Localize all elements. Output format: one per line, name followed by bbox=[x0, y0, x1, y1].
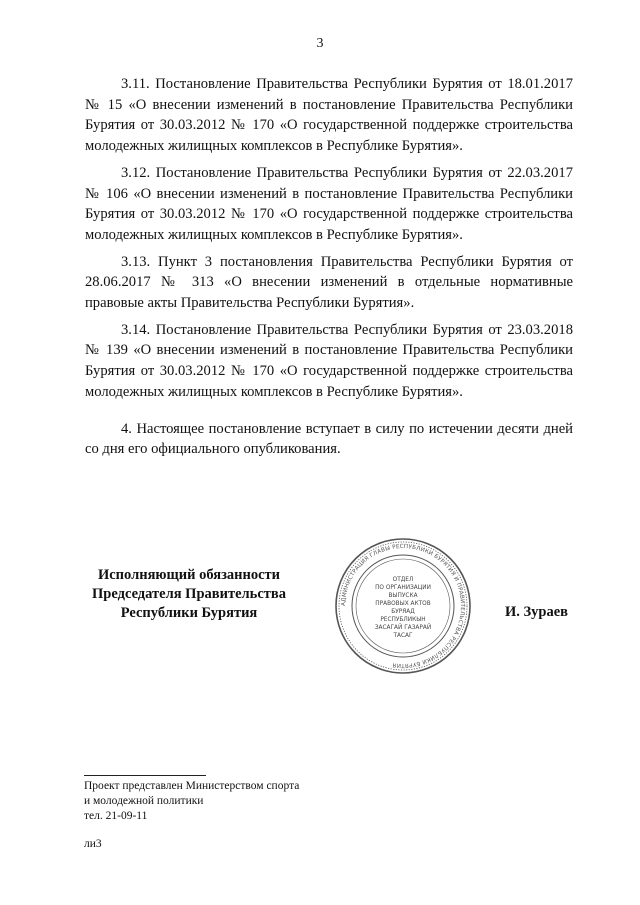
document-code: ли3 bbox=[84, 838, 102, 850]
paragraph-3-14: 3.14. Постановление Правительства Республики Бурятия от 23.03.2018 № 139 «О внесении изменений в постановление Правительства Республики Бурятия от 30.03.2012 № 170 «О государственной поддержке строительства молодежных жилищных комплексов в Республике Бурятия». bbox=[85, 321, 573, 400]
signatory-title-line: Республики Бурятия bbox=[120, 605, 258, 621]
paragraph-4-effective-date: 4. Настоящее постановление вступает в силу по истечении десяти дней со дня его официального опубликования. bbox=[85, 420, 573, 458]
seal-ring-text: АДМИНИСТРАЦИЯ ГЛАВЫ РЕСПУБЛИКИ БУРЯТИЯ И ПРАВИТЕЛЬСТВА РЕСПУБЛИКИ БУРЯТИЯ bbox=[340, 543, 466, 669]
seal-center-line: БУРЯАД bbox=[391, 609, 415, 615]
paragraph-3-12: 3.12. Постановление Правительства Республики Бурятия от 22.03.2017 № 106 «О внесении изменений в постановление Правительства Республики Бурятия от 30.03.2012 № 170 «О государственной поддержке строительства молодежных жилищных комплексов в Республике Бурятия». bbox=[85, 164, 573, 243]
footnote-line: Проект представлен Министерством спорта bbox=[84, 780, 300, 792]
seal-center-line: ОТДЕЛ bbox=[392, 577, 414, 583]
document-body bbox=[85, 74, 573, 466]
signatory-title-line: Исполняющий обязанности bbox=[97, 567, 281, 583]
seal-center-line: ВЫПУСКА bbox=[388, 593, 418, 599]
page-number: 3 bbox=[316, 36, 324, 51]
seal-center-line: ТАСАГ bbox=[393, 633, 413, 639]
paragraph-3-11: 3.11. Постановление Правительства Республики Бурятия от 18.01.2017 № 15 «О внесении изменений в постановление Правительства Республики Бурятия от 30.03.2012 № 170 «О государственной поддержке строительства молодежных жилищных комплексов в Республике Бурятия». bbox=[85, 76, 573, 155]
signer-name: И. Зураев bbox=[505, 604, 569, 620]
signatory-title bbox=[84, 566, 294, 623]
seal-center-line: ЗАСАГАЙ ГАЗАРАЙ bbox=[374, 625, 432, 631]
footnote-phone: тел. 21-09-11 bbox=[84, 810, 148, 822]
seal-center-line: РЕСПУБЛИКЫН bbox=[380, 617, 426, 623]
footnote-divider bbox=[84, 775, 206, 776]
seal-center-line: ПРАВОВЫХ АКТОВ bbox=[375, 601, 431, 607]
signatory-title-line: Председателя Правительства bbox=[92, 586, 286, 602]
official-seal-stamp bbox=[334, 537, 472, 675]
paragraph-3-13: 3.13. Пункт 3 постановления Правительства Республики Бурятия от 28.06.2017 № 313 «О внесении изменений в отдельные нормативные правовые акты Правительства Республики Бурятия». bbox=[85, 253, 573, 312]
footnote bbox=[84, 775, 384, 852]
footnote-line: и молодежной политики bbox=[84, 795, 204, 807]
seal-center-line: ПО ОРГАНИЗАЦИИ bbox=[375, 585, 431, 591]
